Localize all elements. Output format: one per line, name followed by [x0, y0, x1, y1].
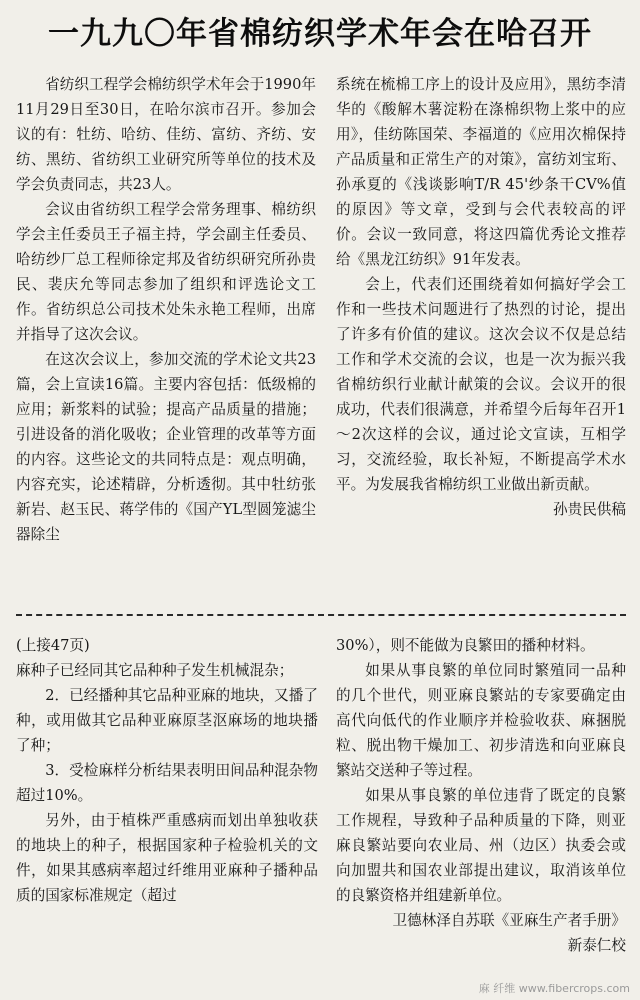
continuation-column-left: [16, 633, 318, 908]
article-signature: 孙贵民供稿: [553, 501, 626, 518]
continuation-paragraph: 30%），则不能做为良繁田的播种材料。: [336, 637, 595, 654]
continuation-header: (上接47页): [16, 637, 90, 654]
article-title: 一九九〇年省棉纺织学术年会在哈召开: [48, 16, 592, 52]
continuation-paragraph: 2．已经播种其它品种亚麻的地块，又播了种，或用做其它品种亚麻原茎沤麻场的地块播了种；: [16, 687, 318, 754]
article-column-right: [336, 72, 626, 522]
continuation-source: 卫德林泽自苏联《亚麻生产者手册》: [392, 912, 626, 929]
site-watermark: 麻 纤维 www.fibercrops.com: [478, 982, 630, 995]
continuation-paragraph: 麻种子已经同其它品种种子发生机械混杂；: [16, 662, 294, 679]
continuation-paragraph: 3．受检麻样分析结果表明田间品种混杂物超过10%。: [16, 762, 318, 804]
article-paragraph: 会议由省纺织工程学会常务理事、棉纺织学会主任委员王子福主持，学会副主任委员、哈纺纱厂总工程师徐定邦及省纺织研究所孙贵民、裴庆允等同志参加了组织和评选论文工作。省纺织总公司技术处朱永艳工程师，出席并指导了这次会议。: [16, 201, 316, 343]
section-divider: [16, 614, 626, 616]
continuation-paragraph: 如果从事良繁的单位同时繁殖同一品种的几个世代，则亚麻良繁站的专家要确定由高代向低代的作业顺序并检验收获、麻捆脱粒、脱出物干燥加工、初步清选和向亚麻良繁站交送种子等过程。: [336, 662, 626, 779]
continuation-paragraph: 如果从事良繁的单位违背了既定的良繁工作规程，导致种子品种质量的下降，则亚麻良繁站要向农业局、州（边区）执委会或向加盟共和国农业部提出建议，取消该单位的良繁资格并组建新单位。: [336, 787, 626, 904]
article-column-left: [16, 72, 316, 547]
article-paragraph: 省纺织工程学会棉纺织学术年会于1990年11月29日至30日，在哈尔滨市召开。参加会议的有：牡纺、哈纺、佳纺、富纺、齐纺、安纺、黑纺、省纺织工业研究所等单位的技术及学会负责同志，共23人。: [16, 76, 316, 193]
article-paragraph: 在这次会议上，参加交流的学术论文共23篇，会上宣读16篇。主要内容包括：低级棉的应用；新浆料的试验；提高产品质量的措施；引进设备的消化吸收；企业管理的改革等方面的内容。这些论文的共同特点是：观点明确，内容充实，论述精辟，分析透彻。其中牡纺张新岩、赵玉民、蒋学伟的《国产YL型圆笼滤尘器除尘: [16, 351, 316, 543]
article-paragraph: 系统在梳棉工序上的设计及应用》，黑纺李清华的《酸解木薯淀粉在涤棉织物上浆中的应用》，佳纺陈国荣、李福道的《应用次棉保持产品质量和正常生产的对策》，富纺刘宝珩、孙承夏的《浅谈影响T/R 45'纱条干CV%值的原因》等文章，受到与会代表较高的评价。会议一致同意，将这四篇优秀论文推荐给《黑龙江纺织》91年发表。: [336, 76, 626, 268]
continuation-signature: 新泰仁校: [567, 937, 626, 954]
continuation-column-right: [336, 633, 626, 958]
article-paragraph: 会上，代表们还围绕着如何搞好学会工作和一些技术问题进行了热烈的讨论，提出了许多有价值的建议。这次会议不仅是总结工作和学术交流的会议，也是一次为振兴我省棉纺织行业献计献策的会议。会议开的很成功，代表们很满意，并希望今后每年召开1～2次这样的会议，通过论文宣读，互相学习，交流经验，取长补短，不断提高学术水平。为发展我省棉纺织工业做出新贡献。: [336, 276, 626, 493]
continuation-paragraph: 另外，由于植株严重感病而划出单独收获的地块上的种子，根据国家种子检验机关的文件，如果其感病率超过纤维用亚麻种子播种品质的国家标准规定（超过: [16, 812, 318, 904]
